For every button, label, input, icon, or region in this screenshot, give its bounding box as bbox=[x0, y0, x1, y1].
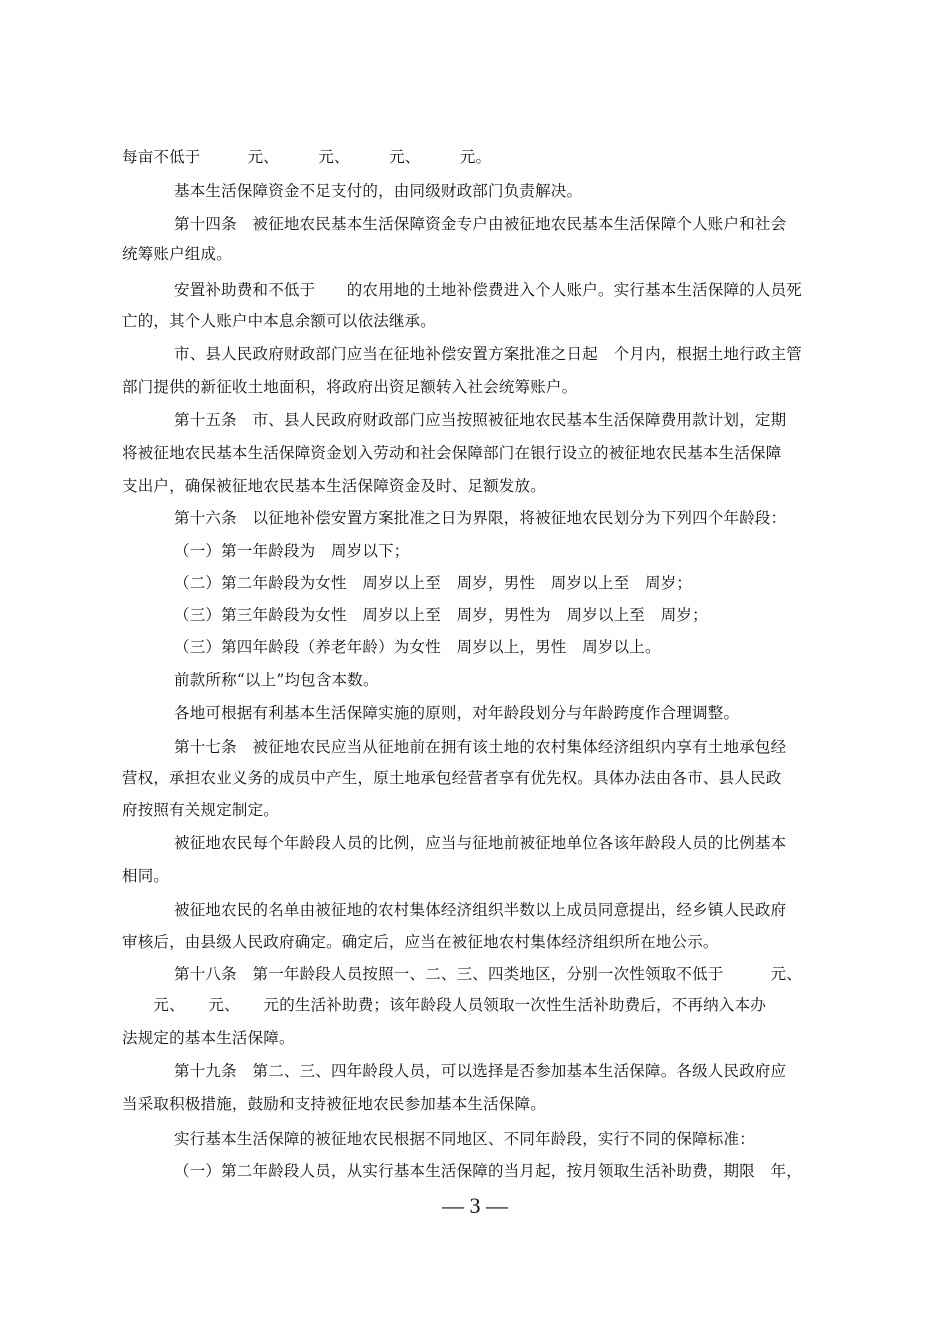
text-line: （一）第二年龄段人员，从实行基本生活保障的当月起，按月领取生活补助费，期限 年， bbox=[174, 1162, 803, 1180]
text-line: 第十七条 被征地农民应当从征地前在拥有该土地的农村集体经济组织内享有土地承包经 bbox=[174, 738, 787, 756]
text-line: 相同。 bbox=[122, 867, 170, 885]
text-line: 支出户，确保被征地农民基本生活保障资金及时、足额发放。 bbox=[122, 477, 546, 495]
text-line: 府按照有关规定制定。 bbox=[122, 801, 280, 819]
text-line: 统筹账户组成。 bbox=[122, 245, 232, 263]
text-line: 实行基本生活保障的被征地农民根据不同地区、不同年龄段，实行不同的保障标准： bbox=[174, 1130, 755, 1148]
text-line: 被征地农民的名单由被征地的农村集体经济组织半数以上成员同意提出，经乡镇人民政府 bbox=[174, 901, 787, 919]
text-line: 前款所称“以上”均包含本数。 bbox=[174, 671, 379, 689]
text-line: 安置补助费和不低于 的农用地的土地补偿费进入个人账户。实行基本生活保障的人员死 bbox=[174, 281, 803, 299]
text-line: 审核后，由县级人民政府确定。确定后，应当在被征地农村集体经济组织所在地公示。 bbox=[122, 933, 719, 951]
text-line: 市、县人民政府财政部门应当在征地补偿安置方案批准之日起 个月内，根据土地行政主管 bbox=[174, 345, 803, 363]
text-line: 亡的，其个人账户中本息余额可以依法继承。 bbox=[122, 312, 437, 330]
text-line: 各地可根据有利基本生活保障实施的原则，对年龄段划分与年龄跨度作合理调整。 bbox=[174, 704, 740, 722]
text-line: （二）第二年龄段为女性 周岁以上至 周岁，男性 周岁以上至 周岁； bbox=[174, 574, 693, 592]
text-line: 第十九条 第二、三、四年龄段人员，可以选择是否参加基本生活保障。各级人民政府应 bbox=[174, 1062, 787, 1080]
page-number: — 3 — bbox=[442, 1193, 508, 1218]
text-line: 当采取积极措施，鼓励和支持被征地农民参加基本生活保障。 bbox=[122, 1095, 546, 1113]
text-line: 每亩不低于 元、 元、 元、 元。 bbox=[122, 148, 492, 166]
text-line: 第十四条 被征地农民基本生活保障资金专户由被征地农民基本生活保障个人账户和社会 bbox=[174, 215, 787, 233]
text-line: 基本生活保障资金不足支付的，由同级财政部门负责解决。 bbox=[174, 182, 583, 200]
text-line: 将被征地农民基本生活保障资金划入劳动和社会保障部门在银行设立的被征地农民基本生活保障 bbox=[122, 444, 782, 462]
text-line: （一）第一年龄段为 周岁以下； bbox=[174, 542, 410, 560]
text-line: 部门提供的新征收土地面积，将政府出资足额转入社会统筹账户。 bbox=[122, 378, 578, 396]
text-line: 第十五条 市、县人民政府财政部门应当按照被征地农民基本生活保障费用款计划，定期 bbox=[174, 411, 787, 429]
text-line: 第十八条 第一年龄段人员按照一、二、三、四类地区，分别一次性领取不低于 元、 bbox=[174, 965, 803, 983]
text-line: 营权，承担农业义务的成员中产生，原土地承包经营者享有优先权。具体办法由各市、县人民政 bbox=[122, 769, 782, 787]
text-line: 被征地农民每个年龄段人员的比例，应当与征地前被征地单位各该年龄段人员的比例基本 bbox=[174, 834, 787, 852]
text-line: （三）第三年龄段为女性 周岁以上至 周岁，男性为 周岁以上至 周岁； bbox=[174, 606, 708, 624]
text-line: 元、 元、 元的生活补助费；该年龄段人员领取一次性生活补助费后，不再纳入本办 bbox=[122, 996, 766, 1014]
text-line: 第十六条 以征地补偿安置方案批准之日为界限，将被征地农民划分为下列四个年龄段： bbox=[174, 509, 787, 527]
text-line: 法规定的基本生活保障。 bbox=[122, 1029, 295, 1047]
text-line: （三）第四年龄段（养老年龄）为女性 周岁以上，男性 周岁以上。 bbox=[174, 638, 661, 656]
